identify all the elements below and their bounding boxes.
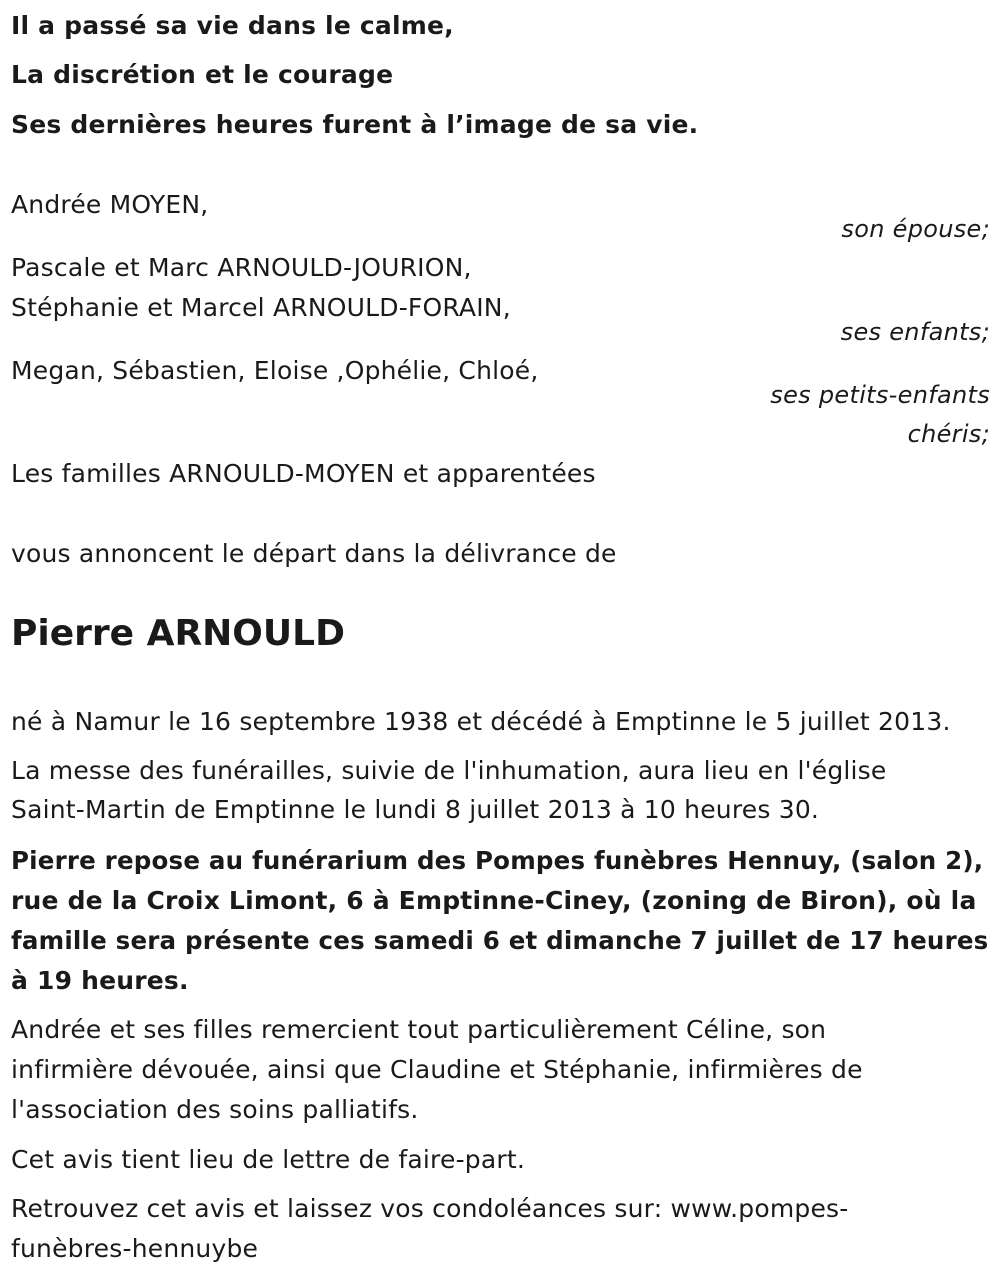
poem-line-1: Il a passé sa vie dans le calme, bbox=[11, 11, 454, 40]
thanks-line-2: infirmière dévouée, ainsi que Claudine et Stéphanie, infirmières de bbox=[11, 1055, 863, 1084]
repose-line-3: famille sera présente ces samedi 6 et dimanche 7 juillet de 17 heures bbox=[11, 926, 989, 955]
announcement: vous annoncent le départ dans la délivrance de bbox=[11, 539, 617, 568]
thanks-line-1: Andrée et ses filles remercient tout particulièrement Céline, son bbox=[11, 1015, 827, 1044]
notice-line: Cet avis tient lieu de lettre de faire-part. bbox=[11, 1145, 526, 1174]
repose-line-4: à 19 heures. bbox=[11, 966, 189, 995]
online-condolences-line-2: funèbres-hennuybe bbox=[11, 1234, 259, 1263]
deceased-name: Pierre ARNOULD bbox=[11, 613, 345, 654]
grandchildren-names: Megan, Sébastien, Eloise ,Ophélie, Chloé, bbox=[11, 356, 539, 385]
thanks-line-3: l'association des soins palliatifs. bbox=[11, 1095, 419, 1124]
mass-line-1: La messe des funérailles, suivie de l'inhumation, aura lieu en l'église bbox=[11, 756, 887, 785]
online-condolences-line-1: Retrouvez cet avis et laissez vos condoléances sur: www.pompes- bbox=[11, 1194, 849, 1223]
child-line-2: Stéphanie et Marcel ARNOULD-FORAIN, bbox=[11, 293, 511, 322]
child-line-1: Pascale et Marc ARNOULD-JOURION, bbox=[11, 253, 472, 282]
extended-families: Les familles ARNOULD-MOYEN et apparentées bbox=[11, 459, 596, 488]
poem-line-2: La discrétion et le courage bbox=[11, 60, 394, 89]
grandchildren-role-line-1: ses petits-enfants bbox=[770, 381, 990, 409]
spouse-role: son épouse; bbox=[841, 215, 990, 243]
poem-line-3: Ses dernières heures furent à l’image de sa vie. bbox=[11, 110, 699, 139]
mass-line-2: Saint-Martin de Emptinne le lundi 8 juillet 2013 à 10 heures 30. bbox=[11, 795, 820, 824]
grandchildren-role-line-2: chéris; bbox=[907, 420, 990, 448]
spouse-name: Andrée MOYEN, bbox=[11, 190, 209, 219]
children-role: ses enfants; bbox=[840, 318, 990, 346]
repose-line-1: Pierre repose au funérarium des Pompes funèbres Hennuy, (salon 2), bbox=[11, 846, 984, 875]
repose-line-2: rue de la Croix Limont, 6 à Emptinne-Ciney, (zoning de Biron), où la bbox=[11, 886, 977, 915]
birth-death-line: né à Namur le 16 septembre 1938 et décédé à Emptinne le 5 juillet 2013. bbox=[11, 707, 951, 736]
